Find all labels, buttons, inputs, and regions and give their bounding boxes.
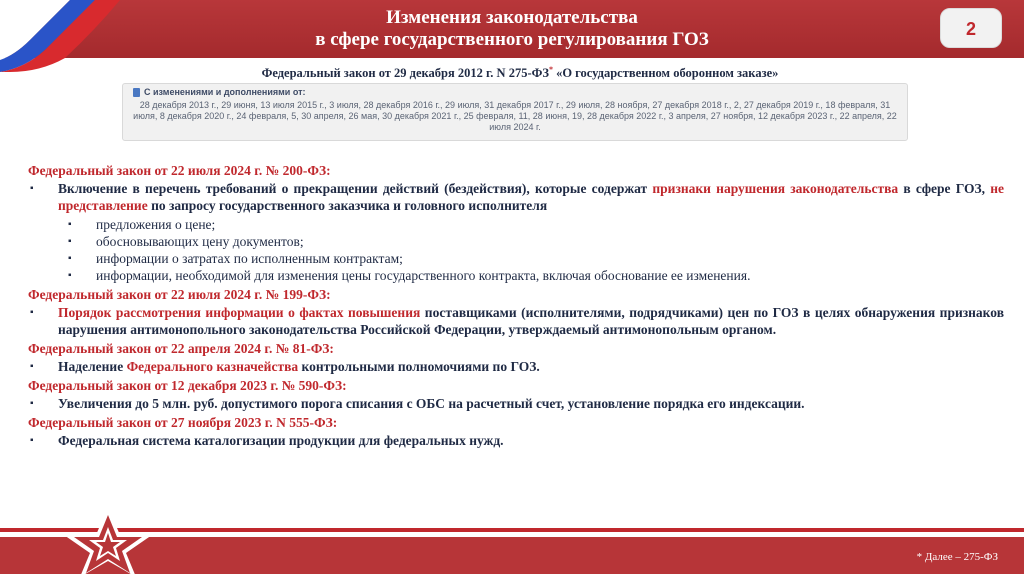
page-number-badge: 2 — [940, 8, 1002, 48]
sub-item-text: обосновывающих цену документов; — [96, 234, 304, 249]
sub-list-item — [68, 267, 1004, 284]
sublist-200fz — [28, 216, 1004, 284]
item-text: по запросу государственного заказчика и головного исполнителя — [147, 198, 548, 213]
item-text: поставщиками (исполнителями, подрядчиками) цен по ГОЗ в целях обнаружения признаков нарушения антимонопольного законодательства Российской Федерации, утверждаемый антимонопольным органом. — [58, 305, 1004, 337]
law-title — [160, 65, 880, 81]
sub-item-text: информации о затратах по исполненным контрактам; — [96, 251, 403, 266]
square-bullet-icon: ▪ — [68, 236, 72, 247]
square-bullet-icon: ▪ — [30, 435, 34, 446]
item-highlight: Порядок рассмотрения информации о фактах повышения — [58, 305, 421, 320]
item-text: Федеральная система каталогизации продукции для федеральных нужд. — [58, 433, 504, 448]
item-text: Увеличения до 5 млн. руб. допустимого порога списания с ОБС на расчетный счет, установление порядка его индексации. — [58, 396, 805, 411]
footnote-mark: * — [548, 65, 553, 74]
list-item-590fz — [28, 395, 1004, 412]
title-line-2: в сфере государственного регулирования ГОЗ — [315, 29, 709, 50]
sub-item-text: информации, необходимой для изменения цены государственного контракта, включая обоснование ее изменения. — [96, 268, 751, 283]
item-text: в сфере ГОЗ, — [898, 181, 991, 196]
document-icon — [133, 88, 140, 97]
changes-header — [133, 87, 897, 97]
item-text: контрольными полномочиями по ГОЗ. — [298, 359, 540, 374]
section-heading-199fz: Федеральный закон от 22 июля 2024 г. № 199-ФЗ: — [28, 287, 331, 302]
changes-dates: 28 декабря 2013 г., 29 июня, 13 июля 2015 г., 3 июля, 28 декабря 2016 г., 29 июля, 31 декабря 2017 г., 29 июля, 28 ноября, 27 декабря 2018 г., 2, 27 декабря 2019 г., 18 февраля, 31 июля, 8 декабря 2020 г., 24 февраля, 5, 30 апреля, 26 мая, 30 декабря 2021 г., 25 февраля, 11, 28 июня, 19, 28 декабря 2022 г., 3 апреля, 27 ноября, 12 декабря 2023 г., 22 апреля, 22 июля 2024 г. — [133, 100, 897, 132]
list-item-555fz — [28, 432, 1004, 449]
sub-item-text: предложения о цене; — [96, 217, 216, 232]
section-heading-590fz: Федеральный закон от 12 декабря 2023 г. № 590-ФЗ: — [28, 378, 347, 393]
square-bullet-icon: ▪ — [30, 361, 34, 372]
square-bullet-icon: ▪ — [30, 398, 34, 409]
list-item-199fz — [28, 304, 1004, 338]
section-heading-200fz: Федеральный закон от 22 июля 2024 г. № 200-ФЗ: — [28, 163, 331, 178]
square-bullet-icon: ▪ — [30, 183, 34, 194]
sub-list-item — [68, 250, 1004, 267]
item-highlight: Федерального казначейства — [126, 359, 299, 374]
law-title-quote: «О государственном оборонном заказе» — [556, 66, 779, 81]
square-bullet-icon: ▪ — [68, 219, 72, 230]
sub-list-item — [68, 216, 1004, 233]
law-title-text: Федеральный закон от 29 декабря 2012 г. N 275-ФЗ — [261, 66, 549, 81]
section-heading-555fz: Федеральный закон от 27 ноября 2023 г. N 555-ФЗ: — [28, 415, 338, 430]
changes-header-label: С изменениями и дополнениями от: — [144, 87, 306, 97]
item-text: Наделение — [58, 359, 127, 374]
square-bullet-icon: ▪ — [68, 253, 72, 264]
red-star-emblem-icon — [60, 505, 156, 574]
list-item-200fz — [28, 180, 1004, 214]
square-bullet-icon: ▪ — [30, 307, 34, 318]
item-text: Включение в перечень требований о прекращении действий (бездействия), которые содержат — [58, 181, 653, 196]
russian-flag-ribbon — [0, 0, 120, 72]
square-bullet-icon: ▪ — [68, 270, 72, 281]
section-heading-81fz: Федеральный закон от 22 апреля 2024 г. № 81-ФЗ: — [28, 341, 334, 356]
sub-list-item — [68, 233, 1004, 250]
page-title — [200, 7, 824, 51]
item-highlight: признаки нарушения законодательства — [652, 181, 899, 196]
list-item-81fz — [28, 358, 1004, 375]
main-content — [28, 162, 1004, 451]
item-highlight: не представление — [58, 181, 1004, 213]
title-line-1: Изменения законодательства — [386, 7, 638, 28]
footnote: * Далее – 275-ФЗ — [916, 551, 998, 563]
changes-box — [122, 83, 908, 141]
